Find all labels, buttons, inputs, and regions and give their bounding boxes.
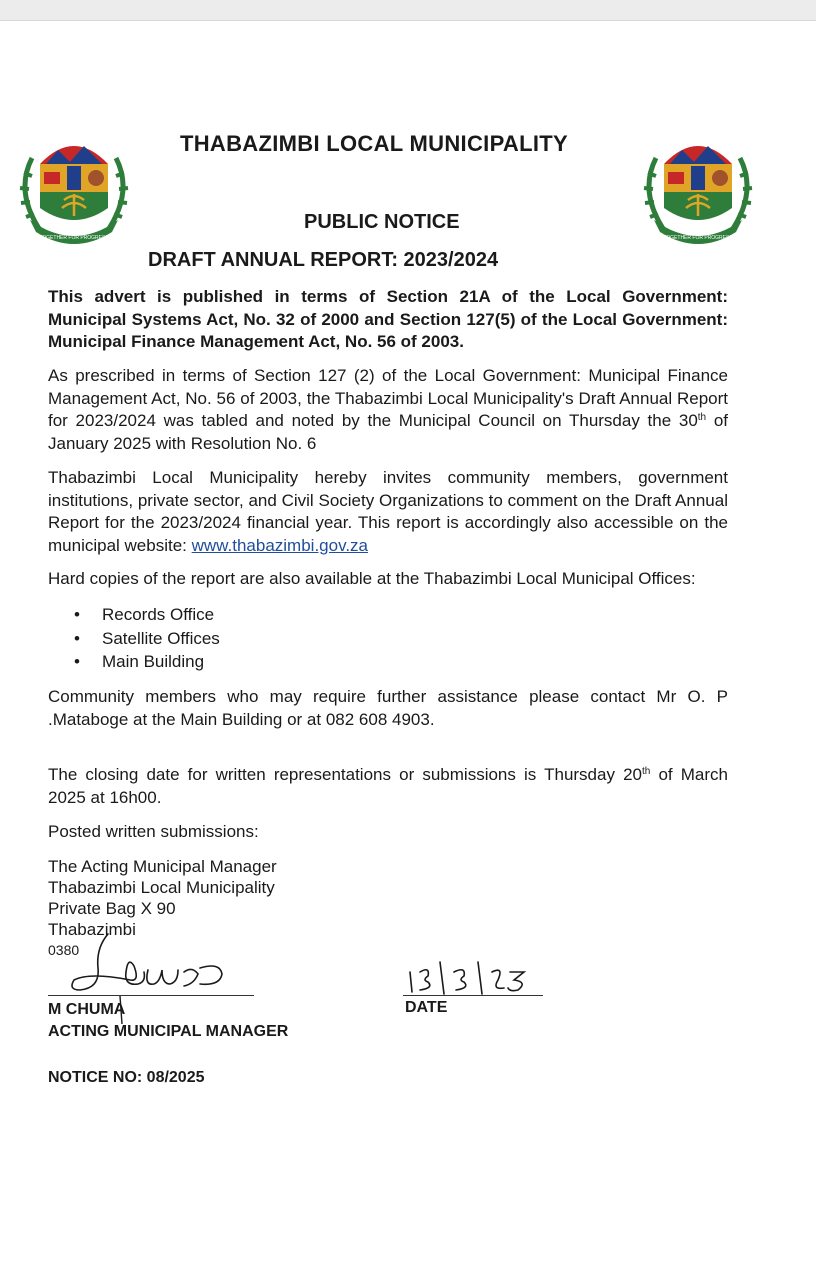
contact-paragraph: Community members who may require further assistance please contact Mr O. P .Mataboge at the Main Building or at 082 608 4903. — [48, 687, 728, 729]
report-subject-heading: DRAFT ANNUAL REPORT: 2023/2024 — [148, 249, 499, 271]
address-line: 0380 — [48, 942, 80, 958]
municipal-crest-left — [12, 128, 136, 252]
signatory-block — [48, 999, 288, 1043]
website-link[interactable]: www.thabazimbi.gov.za — [191, 535, 368, 555]
address-line: Thabazimbi Local Municipality — [48, 878, 275, 897]
ordinal-suffix: th — [697, 412, 707, 423]
signatory-name: M CHUMA — [48, 1001, 126, 1018]
closing-date-text: The closing date for written representations or submissions is Thursday 20 — [48, 765, 642, 784]
tabling-text-tail: of January 2025 with Resolution No. 6 — [48, 411, 728, 453]
municipal-crest-right — [636, 128, 760, 252]
handwritten-date — [400, 958, 550, 998]
date-label: DATE — [405, 999, 448, 1016]
svg-text:TOGETHER FOR PROGRESS: TOGETHER FOR PROGRESS — [39, 235, 109, 241]
tabling-paragraph — [48, 365, 728, 455]
hard-copies-paragraph: Hard copies of the report are also available at the Thabazimbi Local Municipal Offices: — [48, 569, 696, 588]
invitation-paragraph — [48, 467, 728, 557]
ordinal-suffix: th — [642, 766, 651, 777]
notice-type-heading: PUBLIC NOTICE — [304, 211, 460, 233]
list-item: • Satellite Offices — [48, 627, 220, 651]
submissions-heading: Posted written submissions: — [48, 822, 259, 841]
tabling-text: As prescribed in terms of Section 127 (2) of the Local Government: Municipal Finance Management Act, No. 56 of 2003, the Thabazimbi Local Municipality's Draft Annual Report for 2023/2024 was tabled and noted by the Municipal Council on Thursday the 30 — [48, 366, 728, 430]
address-line: The Acting Municipal Manager — [48, 857, 277, 876]
closing-date-paragraph — [48, 764, 728, 809]
list-item: • Records Office — [48, 603, 220, 627]
invitation-text: Thabazimbi Local Municipality hereby invites community members, government institutions, private sector, and Civil Society Organizations to comment on the Draft Annual Report for the 2023/2024 financial year. This report is accordingly also accessible on the municipal website: — [48, 468, 728, 555]
signatory-title: ACTING MUNICIPAL MANAGER — [48, 1023, 289, 1040]
address-line: Thabazimbi — [48, 920, 136, 939]
svg-text:TOGETHER FOR PROGRESS: TOGETHER FOR PROGRESS — [663, 235, 733, 241]
window-top-bar — [0, 0, 816, 21]
date-line — [403, 995, 543, 996]
address-line: Private Bag X 90 — [48, 899, 176, 918]
signature-line — [48, 995, 254, 996]
legal-basis-paragraph: This advert is published in terms of Section 21A of the Local Government: Municipal Systems Act, No. 32 of 2000 and Section 127(5) of the Local Government: Municipal Finance Management Act, No. 56 of 2003. — [48, 287, 728, 351]
list-item: • Main Building — [48, 650, 220, 674]
locations-list — [48, 603, 220, 674]
notice-number: NOTICE NO: 08/2025 — [48, 1069, 205, 1086]
municipality-title: THABAZIMBI LOCAL MUNICIPALITY — [180, 131, 568, 156]
closing-date-tail: of March 2025 at 16h00. — [48, 765, 728, 807]
